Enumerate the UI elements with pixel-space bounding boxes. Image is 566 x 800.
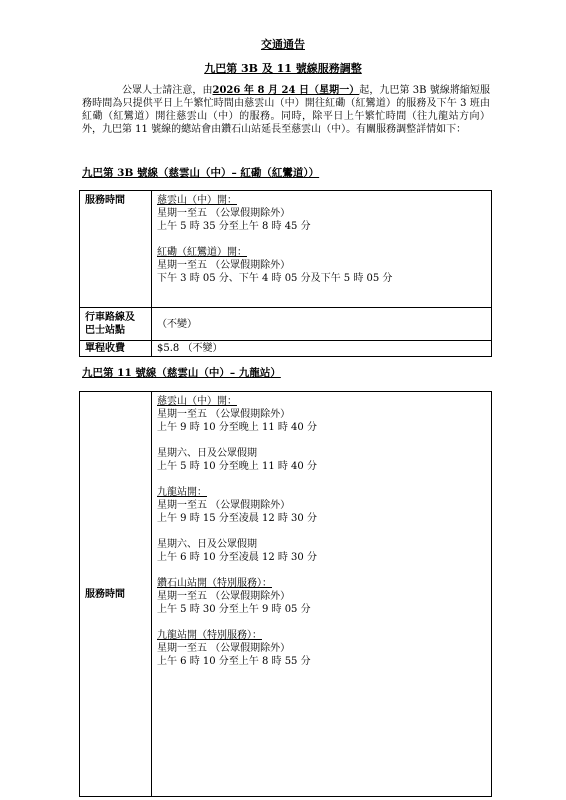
route-11-table	[79, 391, 492, 797]
schedule-block-title: 慈雲山（中）開：	[157, 195, 237, 206]
intro-paragraph	[82, 84, 490, 136]
notice-header: 交通通告	[261, 38, 305, 51]
schedule-line: 星期一至五 （公眾假期除外）	[157, 208, 291, 219]
schedule-block-title: 鑽石山站開（特別服務）：	[157, 578, 272, 589]
service-time-blocks	[157, 395, 486, 668]
schedule-block-title: 慈雲山（中）開：	[157, 396, 237, 407]
schedule-block	[157, 246, 486, 285]
fare-label: 單程收費	[80, 341, 152, 357]
service-time-cell	[152, 191, 492, 308]
schedule-line: 星期一至五 （公眾假期除外）	[157, 500, 291, 511]
route-stops-label-line2: 巴士站點	[85, 325, 125, 336]
intro-lead: 公眾人士請注意，由	[122, 85, 213, 96]
schedule-line: 星期一至五 （公眾假期除外）	[157, 260, 291, 271]
service-time-cell	[152, 392, 492, 797]
schedule-line: 上午 6 時 10 分至凌晨 12 時 30 分	[157, 552, 317, 563]
schedule-line: 上午 9 時 10 分至晚上 11 時 40 分	[157, 422, 317, 433]
schedule-line: 星期一至五 （公眾假期除外）	[157, 643, 291, 654]
notice-title: 九巴第 3B 及 11 號線服務調整	[204, 62, 362, 75]
schedule-block	[157, 538, 486, 564]
service-time-blocks	[157, 194, 486, 285]
schedule-line: 星期一至五 （公眾假期除外）	[157, 409, 291, 420]
schedule-block	[157, 486, 486, 525]
fare-value: $5.8 （不變）	[152, 341, 492, 357]
schedule-block	[157, 447, 486, 473]
route-stops-value: （不變）	[152, 308, 492, 341]
service-time-label: 服務時間	[80, 191, 152, 308]
schedule-block	[157, 577, 486, 616]
schedule-block-title: 九龍站開：	[157, 487, 207, 498]
table-row	[80, 392, 492, 797]
schedule-line: 上午 5 時 10 分至晚上 11 時 40 分	[157, 461, 317, 472]
route-11-heading: 九巴第 11 號線（慈雲山（中）– 九龍站）	[82, 367, 281, 379]
route-3b-table	[79, 190, 492, 357]
schedule-block-title: 九龍站開（特別服務）：	[157, 630, 262, 641]
schedule-block	[157, 395, 486, 434]
schedule-block-title: 紅磡（紅鸞道）開：	[157, 247, 247, 258]
table-row	[80, 191, 492, 308]
schedule-block	[157, 194, 486, 233]
schedule-block	[157, 629, 486, 668]
route-3b-heading: 九巴第 3B 號線（慈雲山（中）– 紅磡（紅鸞道））	[82, 167, 320, 179]
schedule-line: 上午 6 時 10 分至上午 8 時 55 分	[157, 656, 311, 667]
intro-date: 2026 年 8 月 24 日（星期一）	[212, 85, 360, 96]
route-stops-label	[80, 308, 152, 341]
service-time-label: 服務時間	[80, 392, 152, 797]
table-row	[80, 341, 492, 357]
schedule-line: 上午 5 時 30 分至上午 9 時 05 分	[157, 604, 311, 615]
schedule-line: 上午 9 時 15 分至凌晨 12 時 30 分	[157, 513, 317, 524]
intro-rest: 起，九巴第 3B 號線將縮短服務時間為只提供平日上午繁忙時間由慈雲山（中）開往紅磡（紅鸞道）的服務及下午 3 班由紅磡（紅鸞道）開往慈雲山（中）的服務。同時，除平日上午繁忙時間（往九龍站方向）外，九巴第 11 號線的總站會由鑽石山站延長至慈雲山（中）。有關服務調整詳情如下：	[82, 85, 490, 135]
schedule-line: 上午 5 時 35 分至上午 8 時 45 分	[157, 221, 311, 232]
schedule-line: 星期一至五 （公眾假期除外）	[157, 591, 291, 602]
schedule-line: 星期六、日及公眾假期	[157, 448, 257, 459]
schedule-line: 下午 3 時 05 分、下午 4 時 05 分及下午 5 時 05 分	[157, 273, 393, 284]
schedule-line: 星期六、日及公眾假期	[157, 539, 257, 550]
table-row	[80, 308, 492, 341]
route-stops-label-line1: 行車路線及	[85, 312, 135, 323]
